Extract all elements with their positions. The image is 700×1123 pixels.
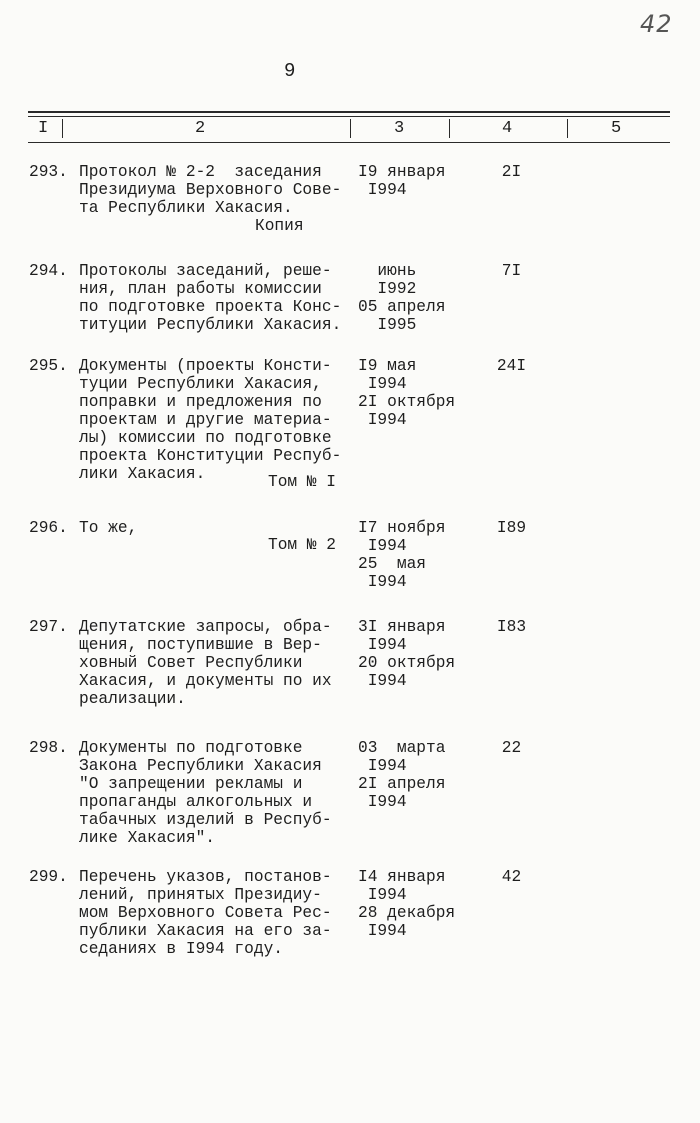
column-separator [567,119,568,138]
row-description: Перечень указов, постанов- лений, принятых Президиу- мом Верховного Совета Рес- публики Хакасия на его за- седаниях в I994 году. [79,868,332,958]
row-number: 297. [29,618,68,636]
column-separator [449,119,450,138]
row-dates: I9 мая I994 2I октября I994 [358,357,456,429]
row-number: 295. [29,357,68,375]
column-header-4: 4 [502,119,513,138]
row-sheet-count: 22 [501,739,522,757]
column-header-2: 2 [195,119,206,138]
row-note: Том № 2 [268,536,336,554]
row-dates: 3I января I994 20 октября I994 [358,618,456,690]
row-number: 298. [29,739,68,757]
row-description: Депутатские запросы, обра- щения, поступившие в Вер- ховный Совет Республики Хакасия, и документы по их реализации. [79,618,332,708]
row-dates: I9 января I994 [358,163,446,199]
row-note: Копия [255,217,304,235]
row-sheet-count: 24I [496,357,527,375]
header-bottom-rule [28,142,670,143]
row-sheet-count: 7I [501,262,522,280]
row-sheet-count: 2I [501,163,522,181]
page-number: 9 [284,60,296,82]
column-header-5: 5 [611,119,622,138]
row-note: Том № I [268,473,336,491]
row-dates: I7 ноября I994 25 мая I994 [358,519,446,591]
header-top-rule [28,111,670,113]
row-sheet-count: 42 [501,868,522,886]
row-dates: июнь I992 05 апреля I995 [358,262,446,334]
row-number: 293. [29,163,68,181]
row-description: Документы по подготовке Закона Республики Хакасия "О запрещении рекламы и пропаганды алкогольных и табачных изделий в Респуб- лике Хакасия". [79,739,332,847]
header-top-rule-thin [28,116,670,117]
column-separator [350,119,351,138]
column-header-1: I [38,119,49,138]
row-description: Документы (проекты Консти- туции Республики Хакасия, поправки и предложения по проектам и другие материа- лы) комиссии по подготовке проекта Конституции Респуб- лики Хакасия. [79,357,342,483]
row-number: 294. [29,262,68,280]
row-description: Протокол № 2-2 заседания Президиума Верховного Сове- та Республики Хакасия. [79,163,342,217]
handwritten-sheet-number: 42 [640,10,673,38]
row-description: То же, [79,519,138,537]
column-separator [62,119,63,138]
row-dates: 03 марта I994 2I апреля I994 [358,739,446,811]
row-number: 296. [29,519,68,537]
row-description: Протоколы заседаний, реше- ния, план работы комиссии по подготовке проекта Конс- титуции Республики Хакасия. [79,262,342,334]
row-sheet-count: I89 [496,519,527,537]
row-dates: I4 января I994 28 декабря I994 [358,868,456,940]
row-number: 299. [29,868,68,886]
row-sheet-count: I83 [496,618,527,636]
column-header-3: 3 [394,119,405,138]
